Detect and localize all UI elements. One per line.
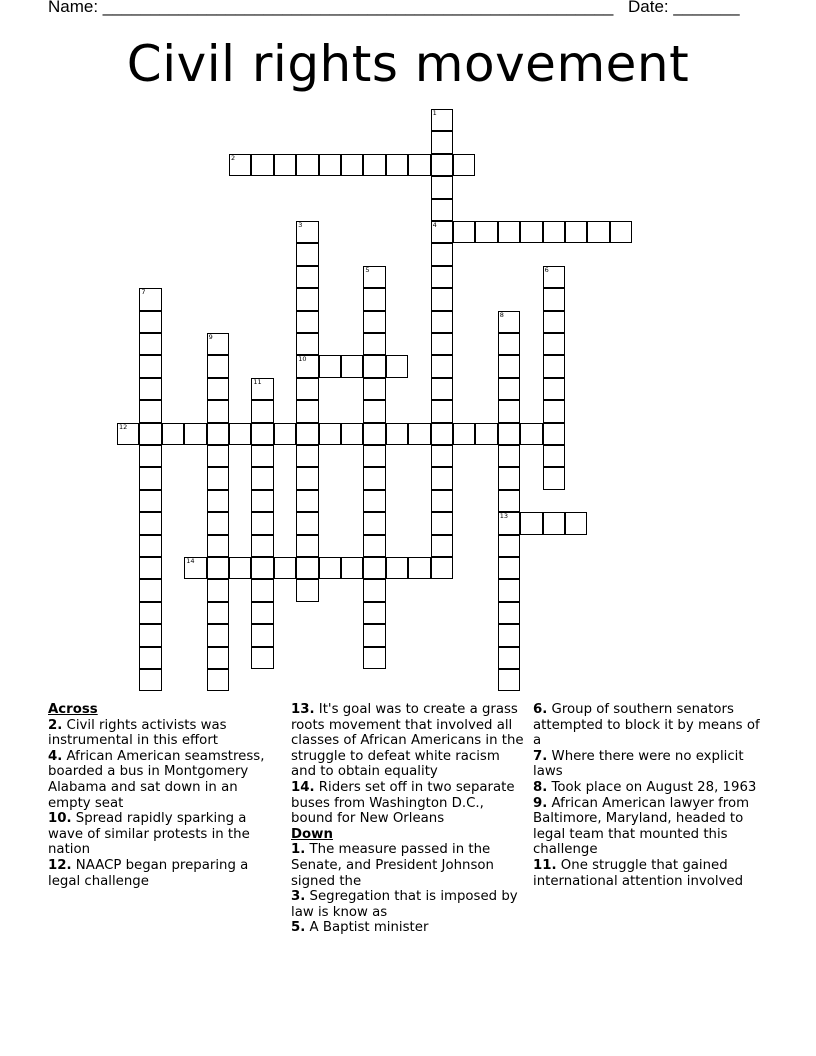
grid-cell[interactable] [363, 535, 385, 557]
grid-cell[interactable] [543, 311, 565, 333]
grid-cell[interactable] [498, 579, 520, 601]
grid-cell[interactable] [363, 311, 385, 333]
grid-cell[interactable] [207, 423, 229, 445]
grid-cell[interactable] [363, 602, 385, 624]
clue-text: It's goal was to create a grass roots movement that involved all classes of African Americans in the struggle to defeat white racism and to obtain equality [291, 702, 524, 780]
grid-cell[interactable] [431, 266, 453, 288]
grid-cell[interactable] [296, 378, 318, 400]
grid-cell[interactable] [543, 266, 565, 288]
grid-cell[interactable] [139, 355, 161, 377]
grid-cell[interactable] [543, 333, 565, 355]
clue-text: Group of southern senators attempted to block it by means of a [533, 702, 760, 749]
grid-cell[interactable] [139, 445, 161, 467]
grid-cell[interactable] [229, 154, 251, 176]
clue-down-11 [533, 858, 769, 889]
grid-cell[interactable] [363, 423, 385, 445]
grid-cell[interactable] [498, 512, 520, 534]
clue-text: Riders set off in two separate buses from Washington D.C., bound for New Orleans [291, 779, 515, 827]
grid-cell[interactable] [207, 512, 229, 534]
grid-cell[interactable] [139, 557, 161, 579]
grid-cell[interactable] [251, 467, 273, 489]
grid-cell[interactable] [363, 400, 385, 422]
clue-down-9 [533, 796, 769, 858]
grid-cell[interactable] [207, 624, 229, 646]
clues-column-1 [48, 702, 273, 889]
grid-cell[interactable] [386, 154, 408, 176]
clue-number: 11. [533, 857, 557, 873]
grid-cell[interactable] [319, 355, 341, 377]
cell-number: 3 [298, 221, 303, 229]
grid-cell[interactable] [543, 355, 565, 377]
grid-cell[interactable] [207, 535, 229, 557]
grid-cell[interactable] [251, 624, 273, 646]
grid-cell[interactable] [139, 467, 161, 489]
grid-cell[interactable] [229, 423, 251, 445]
grid-cell[interactable] [296, 579, 318, 601]
grid-cell[interactable] [431, 355, 453, 377]
grid-cell[interactable] [207, 378, 229, 400]
grid-cell[interactable] [363, 467, 385, 489]
cell-number: 11 [253, 377, 262, 386]
grid-cell[interactable] [207, 579, 229, 601]
grid-cell[interactable] [117, 423, 139, 445]
grid-cell[interactable] [296, 355, 318, 377]
clue-down-1 [291, 842, 527, 889]
grid-cell[interactable] [543, 467, 565, 489]
grid-cell[interactable] [431, 221, 453, 243]
grid-cell[interactable] [431, 109, 453, 131]
grid-cell[interactable] [543, 400, 565, 422]
cell-number: 14 [186, 557, 195, 565]
grid-cell[interactable] [363, 490, 385, 512]
clue-number: 1. [291, 842, 306, 858]
grid-cell[interactable] [296, 288, 318, 310]
grid-cell[interactable] [207, 333, 229, 355]
clue-number: 13. [291, 702, 315, 717]
grid-cell[interactable] [408, 154, 430, 176]
grid-cell[interactable] [251, 378, 273, 400]
grid-cell[interactable] [139, 512, 161, 534]
grid-cell[interactable] [543, 445, 565, 467]
cell-number: 4 [432, 221, 437, 229]
grid-cell[interactable] [296, 400, 318, 422]
clue-across-4 [48, 749, 273, 811]
grid-cell[interactable] [207, 647, 229, 669]
grid-cell[interactable] [139, 490, 161, 512]
grid-cell[interactable] [498, 602, 520, 624]
grid-cell[interactable] [453, 154, 475, 176]
grid-cell[interactable] [341, 355, 363, 377]
grid-cell[interactable] [296, 512, 318, 534]
grid-cell[interactable] [363, 154, 385, 176]
grid-cell[interactable] [431, 176, 453, 198]
grid-cell[interactable] [251, 647, 273, 669]
cell-number: 13 [499, 512, 509, 521]
grid-cell[interactable] [319, 557, 341, 579]
grid-cell[interactable] [296, 490, 318, 512]
clue-across-14 [291, 780, 527, 827]
grid-cell[interactable] [543, 512, 565, 534]
grid-cell[interactable] [431, 154, 453, 176]
clue-number: 8. [533, 779, 548, 795]
grid-cell[interactable] [363, 557, 385, 579]
grid-cell[interactable] [498, 333, 520, 355]
grid-cell[interactable] [251, 490, 273, 512]
grid-cell[interactable] [139, 378, 161, 400]
clue-number: 2. [48, 717, 63, 733]
grid-cell[interactable] [498, 490, 520, 512]
grid-cell[interactable] [251, 400, 273, 422]
date-field[interactable]: Date: _______ [628, 0, 740, 16]
grid-cell[interactable] [296, 154, 318, 176]
clue-text: The measure passed in the Senate, and President Johnson signed the [291, 842, 494, 889]
grid-cell[interactable] [296, 535, 318, 557]
grid-cell[interactable] [520, 512, 542, 534]
clue-across-2 [48, 718, 273, 749]
clue-text: Spread rapidly sparking a wave of similar protests in the nation [48, 811, 250, 858]
grid-cell[interactable] [431, 243, 453, 265]
grid-cell[interactable] [139, 602, 161, 624]
grid-cell[interactable] [543, 423, 565, 445]
grid-cell[interactable] [296, 221, 318, 243]
cell-number: 12 [119, 422, 128, 431]
grid-cell[interactable] [498, 624, 520, 646]
clue-number: 4. [48, 748, 63, 764]
grid-cell[interactable] [520, 423, 542, 445]
grid-cell[interactable] [341, 423, 363, 445]
grid-cell[interactable] [139, 535, 161, 557]
grid-cell[interactable] [184, 423, 206, 445]
grid-cell[interactable] [296, 333, 318, 355]
clue-number: 10. [48, 811, 72, 827]
name-field[interactable]: Name: ______________________________________________________ [48, 0, 614, 16]
grid-cell[interactable] [139, 311, 161, 333]
grid-cell[interactable] [251, 602, 273, 624]
grid-cell[interactable] [251, 154, 273, 176]
grid-cell[interactable] [498, 445, 520, 467]
grid-cell[interactable] [274, 154, 296, 176]
grid-cell[interactable] [498, 557, 520, 579]
grid-cell[interactable] [498, 378, 520, 400]
grid-cell[interactable] [319, 154, 341, 176]
clue-text: Took place on August 28, 1963 [551, 779, 757, 795]
cell-number: 7 [141, 288, 146, 297]
grid-cell[interactable] [139, 624, 161, 646]
grid-cell[interactable] [251, 557, 273, 579]
grid-cell[interactable] [498, 311, 520, 333]
grid-cell[interactable] [296, 266, 318, 288]
grid-cell[interactable] [296, 467, 318, 489]
grid-cell[interactable] [498, 467, 520, 489]
grid-cell[interactable] [431, 512, 453, 534]
clues-column-2 [291, 702, 527, 936]
clue-text: African American lawyer from Baltimore, Maryland, headed to legal team that mounted this challenge [533, 795, 750, 858]
grid-cell[interactable] [341, 557, 363, 579]
grid-cell[interactable] [363, 333, 385, 355]
grid-cell[interactable] [431, 131, 453, 153]
clue-number: 9. [533, 795, 548, 811]
clue-number: 12. [48, 857, 72, 873]
grid-cell[interactable] [319, 423, 341, 445]
grid-cell[interactable] [431, 199, 453, 221]
grid-cell[interactable] [251, 445, 273, 467]
grid-cell[interactable] [162, 423, 184, 445]
clue-across-10 [48, 811, 273, 858]
grid-cell[interactable] [296, 243, 318, 265]
grid-cell[interactable] [363, 266, 385, 288]
grid-cell[interactable] [431, 467, 453, 489]
grid-cell[interactable] [543, 288, 565, 310]
grid-cell[interactable] [498, 423, 520, 445]
cell-number: 8 [499, 310, 504, 319]
clue-across-12 [48, 858, 273, 889]
grid-cell[interactable] [475, 221, 497, 243]
grid-cell[interactable] [207, 467, 229, 489]
down-heading: Down [291, 826, 333, 842]
clue-number: 6. [533, 702, 548, 717]
grid-cell[interactable] [296, 557, 318, 579]
clue-text: One struggle that gained international attention involved [533, 857, 744, 889]
across-heading: Across [48, 702, 98, 717]
grid-cell[interactable] [363, 288, 385, 310]
grid-cell[interactable] [565, 512, 587, 534]
grid-cell[interactable] [296, 423, 318, 445]
grid-cell[interactable] [139, 579, 161, 601]
clue-number: 7. [533, 748, 548, 764]
cell-number: 10 [298, 355, 307, 364]
clue-number: 5. [291, 920, 306, 936]
grid-cell[interactable] [363, 512, 385, 534]
clue-text: Segregation that is imposed by law is know as [291, 889, 518, 920]
grid-cell[interactable] [274, 557, 296, 579]
grid-cell[interactable] [251, 579, 273, 601]
grid-cell[interactable] [207, 400, 229, 422]
cell-number: 6 [544, 265, 549, 274]
grid-cell[interactable] [453, 423, 475, 445]
grid-cell[interactable] [207, 669, 229, 691]
clues-column-3 [533, 702, 769, 889]
clue-number: 3. [291, 889, 306, 905]
clue-text: Where there were no explicit laws [533, 748, 744, 780]
grid-cell[interactable] [498, 400, 520, 422]
grid-cell[interactable] [453, 221, 475, 243]
clue-down-5 [291, 920, 527, 936]
grid-cell[interactable] [408, 557, 430, 579]
grid-cell[interactable] [207, 490, 229, 512]
grid-cell[interactable] [363, 624, 385, 646]
clue-text: A Baptist minister [309, 920, 429, 936]
grid-cell[interactable] [386, 355, 408, 377]
grid-cell[interactable] [363, 378, 385, 400]
grid-cell[interactable] [363, 647, 385, 669]
grid-cell[interactable] [363, 355, 385, 377]
grid-cell[interactable] [139, 400, 161, 422]
clue-down-3 [291, 889, 527, 920]
grid-cell[interactable] [363, 445, 385, 467]
grid-cell[interactable] [431, 378, 453, 400]
grid-cell[interactable] [386, 423, 408, 445]
grid-cell[interactable] [363, 579, 385, 601]
grid-cell[interactable] [386, 557, 408, 579]
clue-across-13 [291, 702, 527, 780]
grid-cell[interactable] [543, 221, 565, 243]
grid-cell[interactable] [139, 333, 161, 355]
grid-cell[interactable] [139, 647, 161, 669]
clue-text: NAACP began preparing a legal challenge [48, 857, 249, 889]
grid-cell[interactable] [498, 535, 520, 557]
grid-cell[interactable] [431, 445, 453, 467]
clue-text: African American seamstress, boarded a bus in Montgomery Alabama and sat down in an empty seat [48, 748, 265, 811]
grid-cell[interactable] [498, 647, 520, 669]
grid-cell[interactable] [565, 221, 587, 243]
grid-cell[interactable] [139, 288, 161, 310]
grid-cell[interactable] [408, 423, 430, 445]
grid-cell[interactable] [498, 669, 520, 691]
grid-cell[interactable] [431, 423, 453, 445]
grid-cell[interactable] [296, 311, 318, 333]
grid-cell[interactable] [207, 602, 229, 624]
grid-cell[interactable] [207, 445, 229, 467]
grid-cell[interactable] [520, 221, 542, 243]
grid-cell[interactable] [274, 423, 296, 445]
page-title: Civil rights movement [126, 35, 690, 93]
grid-cell[interactable] [498, 355, 520, 377]
grid-cell[interactable] [431, 557, 453, 579]
grid-cell[interactable] [139, 669, 161, 691]
grid-cell[interactable] [431, 490, 453, 512]
cell-number: 5 [365, 265, 370, 274]
grid-cell[interactable] [431, 288, 453, 310]
grid-cell[interactable] [498, 221, 520, 243]
clue-text: Civil rights activists was instrumental in this effort [48, 717, 227, 749]
grid-cell[interactable] [341, 154, 363, 176]
grid-cell[interactable] [431, 311, 453, 333]
cell-number: 9 [208, 333, 213, 341]
grid-cell[interactable] [296, 445, 318, 467]
grid-cell[interactable] [431, 400, 453, 422]
grid-cell[interactable] [139, 423, 161, 445]
grid-cell[interactable] [229, 557, 251, 579]
grid-cell[interactable] [251, 512, 273, 534]
grid-cell[interactable] [207, 355, 229, 377]
grid-cell[interactable] [251, 423, 273, 445]
clue-down-6 [533, 702, 769, 749]
grid-cell[interactable] [251, 535, 273, 557]
cell-number: 2 [231, 153, 236, 162]
grid-cell[interactable] [475, 423, 497, 445]
clue-down-8 [533, 780, 769, 796]
grid-cell[interactable] [543, 378, 565, 400]
grid-cell[interactable] [587, 221, 609, 243]
grid-cell[interactable] [610, 221, 632, 243]
grid-cell[interactable] [431, 333, 453, 355]
cell-number: 1 [432, 109, 437, 117]
clue-down-7 [533, 749, 769, 780]
grid-cell[interactable] [207, 557, 229, 579]
grid-cell[interactable] [431, 535, 453, 557]
clue-number: 14. [291, 779, 315, 795]
grid-cell[interactable] [184, 557, 206, 579]
